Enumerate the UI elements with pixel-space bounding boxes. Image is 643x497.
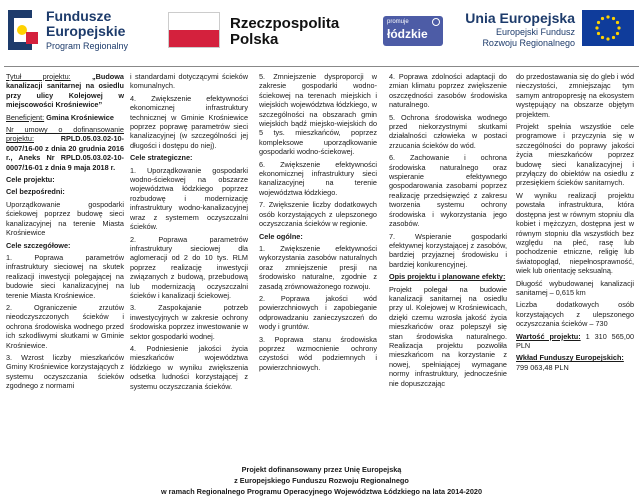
rp-logo-line2: Polska (230, 31, 279, 48)
beneficiary-label: Beneficjent: (6, 112, 45, 122)
lodzkie-logo (383, 16, 443, 46)
general-goal-3: 3. Poprawa stanu środowiska poprzez wzmocnienie ochrony czystości wód podziemnych i powierzchniowych. (259, 334, 377, 372)
strategic-goal-5: 5. Zmniejszenie dysproporcji w zakresie gospodarki wodno-ściekowej na terenach miejskich i wiejskich województwa łódzkiego, w szczególności na obszarach gmin wiejskich bądź miejsko-wiejskich do 5 tys. mieszkańców, poprzez kompleksowe uporządkowanie gospodarki wodno-ściekowej. (259, 72, 377, 157)
logo-bar (0, 0, 643, 64)
rzeczpospolita-logo (168, 12, 368, 56)
specific-goal-4: 4. Zwiększenie efektywności ekonomicznej infrastruktury technicznej w Gminie Krośniewice poprzez poprawę parametrów sieci kanalizacyjnej (w szczególności jej długości i dostępu do niej). (130, 93, 248, 150)
specific-goal-2: 2. Ograniczenie zrzutów nieodczyszczonych ścieków i ochrona środowiska wodnego przed ich szkodliwymi skutkami w Gminie Krośniewice. (6, 302, 124, 350)
direct-goal-text: Uporządkowanie gospodarki ściekowej poprzez budowę sieci kanalizacyjnej na terenie Miasta Krośniewice (6, 199, 124, 238)
fe-logo-line1: Fundusze (46, 8, 112, 24)
eu-contribution-amount: 799 063,48 PLN (516, 362, 569, 372)
goals-heading: Cele projektu: (6, 175, 55, 185)
rp-logo-line1: Rzeczpospolita (230, 15, 340, 32)
sewer-length: Długość wybudowanej kanalizacji sanitarnej – 0,615 km (516, 278, 634, 297)
fe-logo-line3: Program Regionalny (46, 41, 129, 51)
agreement-value: RPLD.05.03.02-10-0007/16-00 z dnia 20 grudnia 2016 r., Aneks Nr RPLD.05.03.02-10-0007/16-01 z dnia 9 maja 2018 r. (6, 134, 124, 172)
specific-goal-3-cont: i standardami dotyczącymi ścieków komunalnych. (130, 72, 248, 91)
eu-flag-icon (582, 10, 634, 46)
project-title (6, 72, 124, 110)
strategic-goal-3: 3. Zaspokajanie potrzeb inwestycyjnych w zakresie ochrony środowiska poprzez inwestowanie w sektor gospodarki wodnej. (130, 303, 248, 341)
fundusze-europejskie-emblem-icon (8, 10, 38, 50)
direct-goal-heading: Cel bezpośredni: (6, 187, 65, 197)
general-goal-6: 6. Zachowanie i ochrona środowiska naturalnego oraz wspieranie efektywnego gospodarowania zasobami poprzez realizację przedsięwzięć z zakresu tworzenia systemu ochrony środowiska i wykorzystania jego zasobów. (389, 153, 507, 229)
unia-europejska-logo (460, 8, 638, 58)
additional-persons: Liczba dodatkowych osób korzystających z ulepszonego oczyszczania ścieków – 730 (516, 300, 634, 329)
eu-contribution (516, 353, 634, 372)
beneficiary-value: Gmina Krośniewice (44, 112, 114, 122)
lodzkie-logo-top: promuje (387, 19, 409, 25)
footer-line-2: z Europejskiego Funduszu Rozwoju Regionalnego (234, 476, 409, 485)
text-column-1 (6, 72, 124, 394)
agreement-label: Nr umowy o dofinansowanie projektu: (6, 125, 124, 144)
strategic-goals-heading: Cele strategiczne: (130, 153, 193, 163)
strategic-goal-6: 6. Zwiększenie efektywności ekonomicznej infrastruktury sieci kanalizacyjnej na terenie województwa łódzkiego. (259, 159, 377, 197)
text-column-5 (516, 72, 634, 375)
specific-goal-3: 3. Wzrost liczby mieszkańców Gminy Krośniewice korzystających z systemu oczyszczania ścieków zgodnego z normami (6, 352, 125, 391)
polish-flag-icon (168, 12, 220, 48)
project-value (516, 332, 634, 351)
text-column-2 (130, 72, 248, 394)
project-title-value: „Budowa kanalizacji sanitarnej na osiedlu przy ulicy Kolejowej w miejscowości Krośniewice” (6, 72, 124, 110)
general-goal-1: 1. Zwiększenie efektywności wykorzystania zasobów naturalnych oraz zmniejszenie presji na środowisko naturalne, zgodnie z zasadą zrównoważonego rozwoju. (259, 243, 377, 291)
general-goal-2: 2. Poprawa jakości wód powierzchniowych i zapobieganie odprowadzaniu zanieczyszczeń do wody i gruntów. (259, 293, 377, 332)
ue-logo-line3: Rozwoju Regionalnego (482, 38, 575, 48)
strategic-goal-2: 2. Poprawa parametrów infrastruktury sieciowej dla aglomeracji od 2 do 10 tys. RLM poprzez realizację inwestycji związanych z budową, przebudową lub modernizacją oczyszczalni ścieków i kanalizacji ściekowej. (130, 234, 248, 300)
beneficiary (6, 113, 124, 122)
eu-contribution-label: Wkład Funduszy Europejskich: (516, 353, 624, 363)
project-title-label: Tytuł projektu: (6, 72, 71, 81)
project-value-amount: 1 310 565,00 PLN (516, 331, 635, 350)
footer-line-1: Projekt dofinansowany przez Unię Europejską (241, 465, 402, 474)
general-goal-7: 7. Wspieranie gospodarki efektywnej korzystającej z zasobów, bardziej przyjaznej środowisku i bardziej konkurencyjnej. (389, 231, 507, 269)
description-heading: Opis projektu i planowane efekty: (389, 272, 506, 282)
strategic-goal-1: 1. Uporządkowanie gospodarki wodno-ściekowej na obszarze województwa łódzkiego poprzez rozbudowę i modernizację infrastruktury wodno-kanalizacyjnej wraz z systemem oczyszczalni ścieków. (130, 165, 248, 232)
strategic-goal-7: 7. Zwiększenie liczby dodatkowych osób korzystających z ulepszonego oczyszczania ścieków w regionie. (259, 200, 377, 229)
description-p2: Projekt spełnia wszystkie cele programowe i przyczynia się w szczególności do poprawy jakości życia mieszkańców poprzez budowę sieci kanalizacyjnej i przyłączy do obiektów na osiedlu z przesiękiem ścieków sanitarnych. (516, 122, 634, 188)
lodzkie-ring-icon (432, 18, 440, 26)
project-value-label: Wartość projektu: (516, 331, 581, 341)
general-goal-4: 4. Poprawa zdolności adaptacji do zmian klimatu poprzez zwiększenie oszczędności zasobów środowiska naturalnego. (389, 72, 507, 110)
description-text: Projekt polegał na budowie kanalizacji sanitarnej na osiedlu przy ul. Kolejowej w Krośniewicach, dzięki czemu wzrosła jakość życia mieszkańców oraz polepszył się stan środowiska naturalnego. Realizacja projektu pozwoliła mieszkańcom na korzystanie z nowej, spełniającej wymagane normy infrastruktury, jednocześnie nie dopuszczając (389, 284, 507, 388)
ue-logo-line2: Europejski Fundusz (495, 27, 575, 37)
general-goal-5: 5. Ochrona środowiska wodnego przed niekorzystnymi skutkami działalności człowieka w postaci zrzucania ścieków do wód. (389, 112, 507, 150)
header-divider (4, 66, 639, 67)
description-p3: W wyniku realizacji projektu powstała infrastruktura, która dostępna jest w równym stopniu dla kobiet i mężczyzn, dostępna jest w równym stopniu dla wszystkich bez względu na płeć, rasę lub pochodzenie etniczne, religię lub światopogląd, niepełnosprawność, wiek lub orientację seksualną. (516, 190, 634, 276)
ue-logo-line1: Unia Europejska (465, 10, 575, 26)
fe-logo-line2: Europejskie (46, 23, 126, 39)
lodzkie-logo-name: łódzkie (387, 27, 428, 41)
specific-goals-heading: Cele szczegółowe: (6, 240, 71, 250)
funding-footer (0, 464, 643, 497)
description-cont: do przedostawania się do gleb i wód nieczystości, zmniejszając tym samym antropopresję na ekosystem występujący na obszarze objętym projektem. (516, 72, 634, 119)
text-column-3 (259, 72, 377, 375)
specific-goal-1: 1. Poprawa parametrów infrastruktury sieciowej na skutek realizacji inwestycji polegającej na budowie sieci kanalizacyjnej na terenie Miasta Krośniewice. (6, 252, 124, 300)
agreement-number (6, 125, 124, 172)
general-goals-heading: Cele ogólne: (259, 231, 303, 241)
footer-line-3: w ramach Regionalnego Programu Operacyjnego Województwa Łódzkiego na lata 2014-2020 (160, 487, 482, 496)
text-column-4 (389, 72, 507, 391)
strategic-goal-4: 4. Podniesienie jakości życia mieszkańców województwa łódzkiego w wyniku zwiększenia odsetka ludności korzystającej z systemu oczyszczania ścieków. (130, 343, 248, 391)
fundusze-europejskie-logo (8, 6, 138, 58)
